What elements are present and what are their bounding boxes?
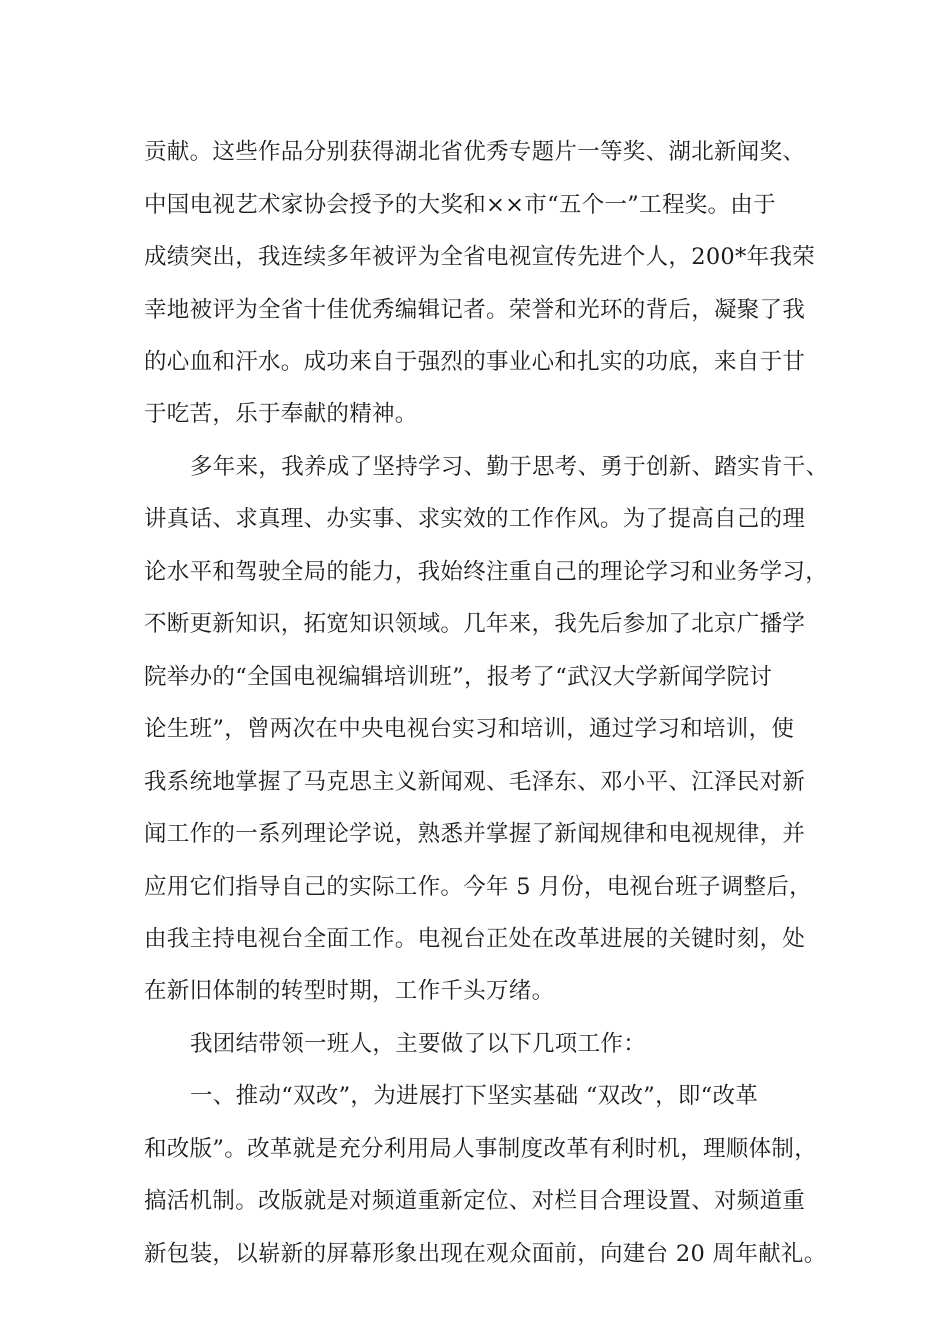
paragraph-line: 应用它们指导自己的实际工作。今年 5 月份，电视台班子调整后，: [144, 874, 812, 900]
paragraph-line: 于吃苦，乐于奉献的精神。: [144, 401, 418, 427]
paragraph-line: 幸地被评为全省十佳优秀编辑记者。荣誉和光环的背后，凝聚了我: [144, 297, 806, 323]
paragraph-line: 成绩突出，我连续多年被评为全省电视宣传先进个人，200*年我荣: [144, 244, 815, 270]
paragraph-line: 论水平和驾驶全局的能力，我始终注重自己的理论学习和业务学习，: [144, 559, 829, 585]
paragraph-line: 搞活机制。改版就是对频道重新定位、对栏目合理设置、对频道重: [144, 1188, 806, 1214]
paragraph-line: 不断更新知识，拓宽知识领域。几年来，我先后参加了北京广播学: [144, 611, 806, 637]
paragraph-line: 由我主持电视台全面工作。电视台正处在改革进展的关键时刻，处: [144, 926, 806, 952]
paragraph-line: 新包装，以崭新的屏幕形象出现在观众面前，向建台 20 周年献礼。: [144, 1241, 827, 1267]
paragraph-line: 论生班”，曾两次在中央电视台实习和培训，通过学习和培训，使: [144, 716, 795, 742]
paragraph-line: 我系统地掌握了马克思主义新闻观、毛泽东、邓小平、江泽民对新: [144, 769, 806, 795]
paragraph-line: 院举办的“全国电视编辑培训班”，报考了“武汉大学新闻学院讨: [144, 664, 773, 690]
paragraph-line: 闻工作的一系列理论学说，熟悉并掌握了新闻规律和电视规律，并: [144, 821, 806, 847]
paragraph-line: 贡献。这些作品分别获得湖北省优秀专题片一等奖、湖北新闻奖、: [144, 139, 806, 165]
paragraph-line: 我团结带领一班人，主要做了以下几项工作：: [190, 1031, 647, 1057]
paragraph-line: 讲真话、求真理、办实事、求实效的工作作风。为了提高自己的理: [144, 506, 806, 532]
paragraph-line: 在新旧体制的转型时期，工作千头万绪。: [144, 978, 555, 1004]
paragraph-line: 的心血和汗水。成功来自于强烈的事业心和扎实的功底，来自于甘: [144, 349, 806, 375]
paragraph-line: 和改版”。改革就是充分利用局人事制度改革有利时机，理顺体制，: [144, 1136, 818, 1162]
paragraph-line: 一、推动“双改”，为进展打下坚实基础 “双改”，即“改革: [190, 1083, 759, 1109]
paragraph-line: 多年来，我养成了坚持学习、勤于思考、勇于创新、踏实肯干、: [190, 454, 829, 480]
paragraph-line: 中国电视艺术家协会授予的大奖和××市“五个一”工程奖。由于: [144, 192, 776, 218]
